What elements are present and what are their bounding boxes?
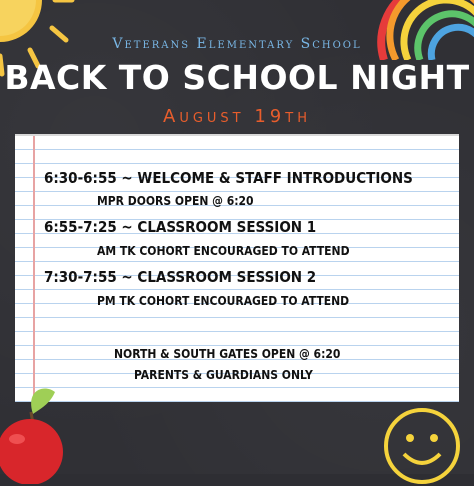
schedule-item-2-note: AM TK COHORT ENCOURAGED TO ATTEND xyxy=(97,244,350,258)
event-date: August 19th xyxy=(163,106,311,127)
footer-note-parents: PARENTS & GUARDIANS ONLY xyxy=(134,368,313,382)
schedule-item-1-note: MPR DOORS OPEN @ 6:20 xyxy=(97,194,254,208)
footer-note-gates: NORTH & SOUTH GATES OPEN @ 6:20 xyxy=(114,347,341,361)
notebook-paper xyxy=(15,134,459,402)
margin-line xyxy=(33,136,35,402)
event-title: BACK TO SCHOOL NIGHT xyxy=(4,58,470,97)
smiley-icon xyxy=(382,406,462,486)
schedule-item-2-title: 6:55-7:25 ~ CLASSROOM SESSION 1 xyxy=(44,218,317,236)
schedule-item-3-note: PM TK COHORT ENCOURAGED TO ATTEND xyxy=(97,294,350,308)
schedule-item-3-title: 7:30-7:55 ~ CLASSROOM SESSION 2 xyxy=(44,268,317,286)
school-name: Veterans Elementary School xyxy=(112,36,362,52)
schedule-item-1-title: 6:30-6:55 ~ WELCOME & STAFF INTRODUCTIONS xyxy=(44,169,413,187)
apple-icon xyxy=(0,384,70,484)
